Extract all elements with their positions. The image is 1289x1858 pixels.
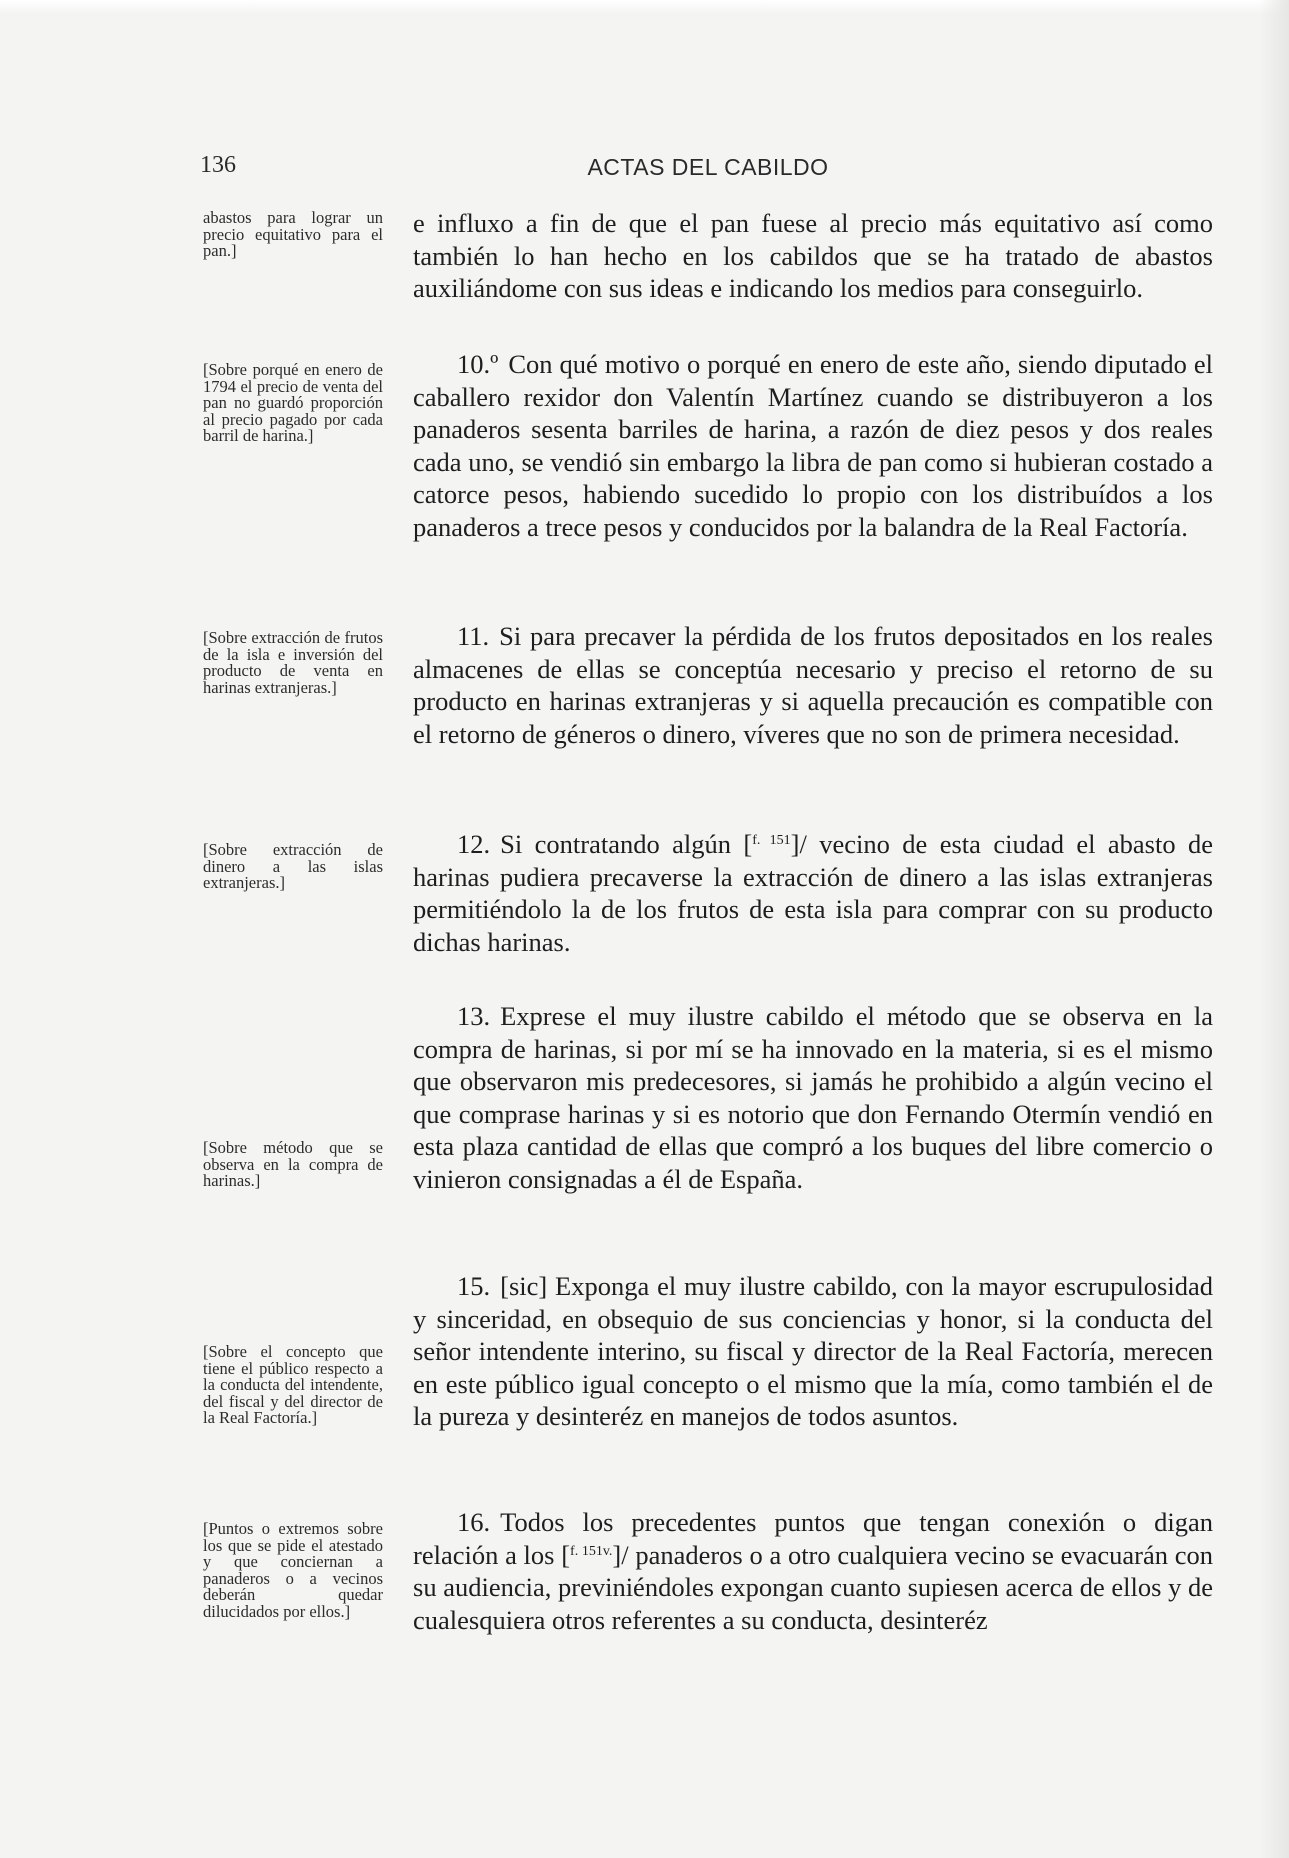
paragraph-text: e influxo a fin de que el pan fuese al precio más equitativo así como también lo han hecho en los cabildos que se ha tratado de abastos auxiliándome con sus ideas e indicando los medios para conseguirlo. bbox=[413, 208, 1213, 304]
running-title: ACTAS DEL CABILDO bbox=[587, 154, 829, 180]
margin-gloss-concepto-publico: [Sobre el concepto que tiene el público respecto a la conducta del intendente, del fiscal y del director de la Real Factoría.] bbox=[203, 1342, 383, 1427]
paragraph-13 bbox=[413, 1000, 1213, 1196]
paragraph-10 bbox=[413, 348, 1213, 544]
margin-gloss-metodo-compra: [Sobre método que se observa en la compra de harinas.] bbox=[203, 1138, 383, 1190]
paragraph-text: [sic] Exponga el muy ilustre cabildo, con la mayor escrupulosidad y sinceridad, en obsequio de sus conciencias y honor, si la conducta del señor intendente interino, su fiscal y director de la Real Factoría, merecen en este público igual concepto o el mismo que la mía, como también el de la pureza y desinteréz en manejos de todos asuntos. bbox=[413, 1271, 1213, 1432]
paragraph-number: 10.º bbox=[457, 349, 499, 379]
paragraph-number: 13. bbox=[457, 1001, 491, 1031]
margin-gloss-extraccion-frutos: [Sobre extracción de frutos de la isla e inversión del producto de venta en harinas extranjeras.] bbox=[203, 628, 383, 697]
paragraph-12 bbox=[413, 828, 1213, 958]
page-number: 136 bbox=[200, 152, 236, 178]
paragraph-11 bbox=[413, 620, 1213, 750]
page-header bbox=[200, 152, 1216, 188]
paragraph-number: 15. bbox=[457, 1271, 491, 1301]
margin-gloss-extraccion-dinero: [Sobre extracción de dinero a las islas extranjeras.] bbox=[203, 840, 383, 892]
paragraph-number: 12. bbox=[457, 829, 491, 859]
margin-gloss-precio-pan: [Sobre porqué en enero de 1794 el precio de venta del pan no guardó proporción al precio pagado por cada barril de harina.] bbox=[203, 360, 383, 445]
margin-gloss-abastos: abastos para lograr un precio equitativo para el pan.] bbox=[203, 208, 383, 260]
paragraph-number: 11. bbox=[457, 621, 490, 651]
paragraph-15 bbox=[413, 1270, 1213, 1433]
paragraph-continuation bbox=[413, 207, 1213, 305]
paragraph-number: 16. bbox=[457, 1507, 491, 1537]
paragraph-text: Todos los precedentes puntos que tengan conexión o digan relación a los [ bbox=[413, 1507, 1213, 1570]
paragraph-text: ]/ vecino de esta ciudad el abasto de harinas pudiera precaverse la extracción de dinero a las islas extranjeras permitiéndolo la de los frutos de esta isla para comprar con su producto dichas harinas. bbox=[413, 829, 1213, 957]
paragraph-text: ]/ panaderos o a otro cualquiera vecino se evacuarán con su audiencia, previniéndoles expongan cuanto supiesen acerca de ellos y de cualesquiera otros referentes a su conducta, desinteréz bbox=[413, 1539, 1213, 1635]
paragraph-text: Exprese el muy ilustre cabildo el método que se observa en la compra de harinas, si por mí se ha innovado en la materia, si es el mismo que observaron mis predecesores, si jamás he prohibido a algún vecino el que comprase harinas y si es notorio que don Fernando Otermín vendió en esta plaza cantidad de ellas que compró a los buques del libre comercio o vinieron consignadas a él de España. bbox=[413, 1001, 1213, 1194]
margin-gloss-panaderos: [Puntos o extremos sobre los que se pide el atestado y que conciernan a panaderos o a vecinos deberán quedar dilucidados por ellos.] bbox=[203, 1519, 383, 1621]
folio-reference: f. 151v. bbox=[570, 1543, 613, 1559]
folio-reference: f. 151 bbox=[752, 833, 791, 848]
paragraph-text: Con qué motivo o porqué en enero de este año, siendo diputado el caballero rexidor don Valentín Martínez cuando se distribuyeron a los panaderos sesenta barriles de harina, a razón de diez pesos y dos reales cada uno, se vendió sin embargo la libra de pan como si hubieran costado a catorce pesos, habiendo sucedido lo propio con los distribuídos a los panaderos a trece pesos y conducidos por la balandra de la Real Factoría. bbox=[413, 349, 1213, 542]
paragraph-text: Si contratando algún [ bbox=[500, 829, 753, 859]
paragraph-16 bbox=[413, 1506, 1213, 1636]
paragraph-text: Si para precaver la pérdida de los frutos depositados en los reales almacenes de ellas se conceptúa necesario y preciso el retorno de su producto en harinas extranjeras y si aquella precaución es compatible con el retorno de géneros o dinero, víveres que no son de primera necesidad. bbox=[413, 621, 1213, 749]
